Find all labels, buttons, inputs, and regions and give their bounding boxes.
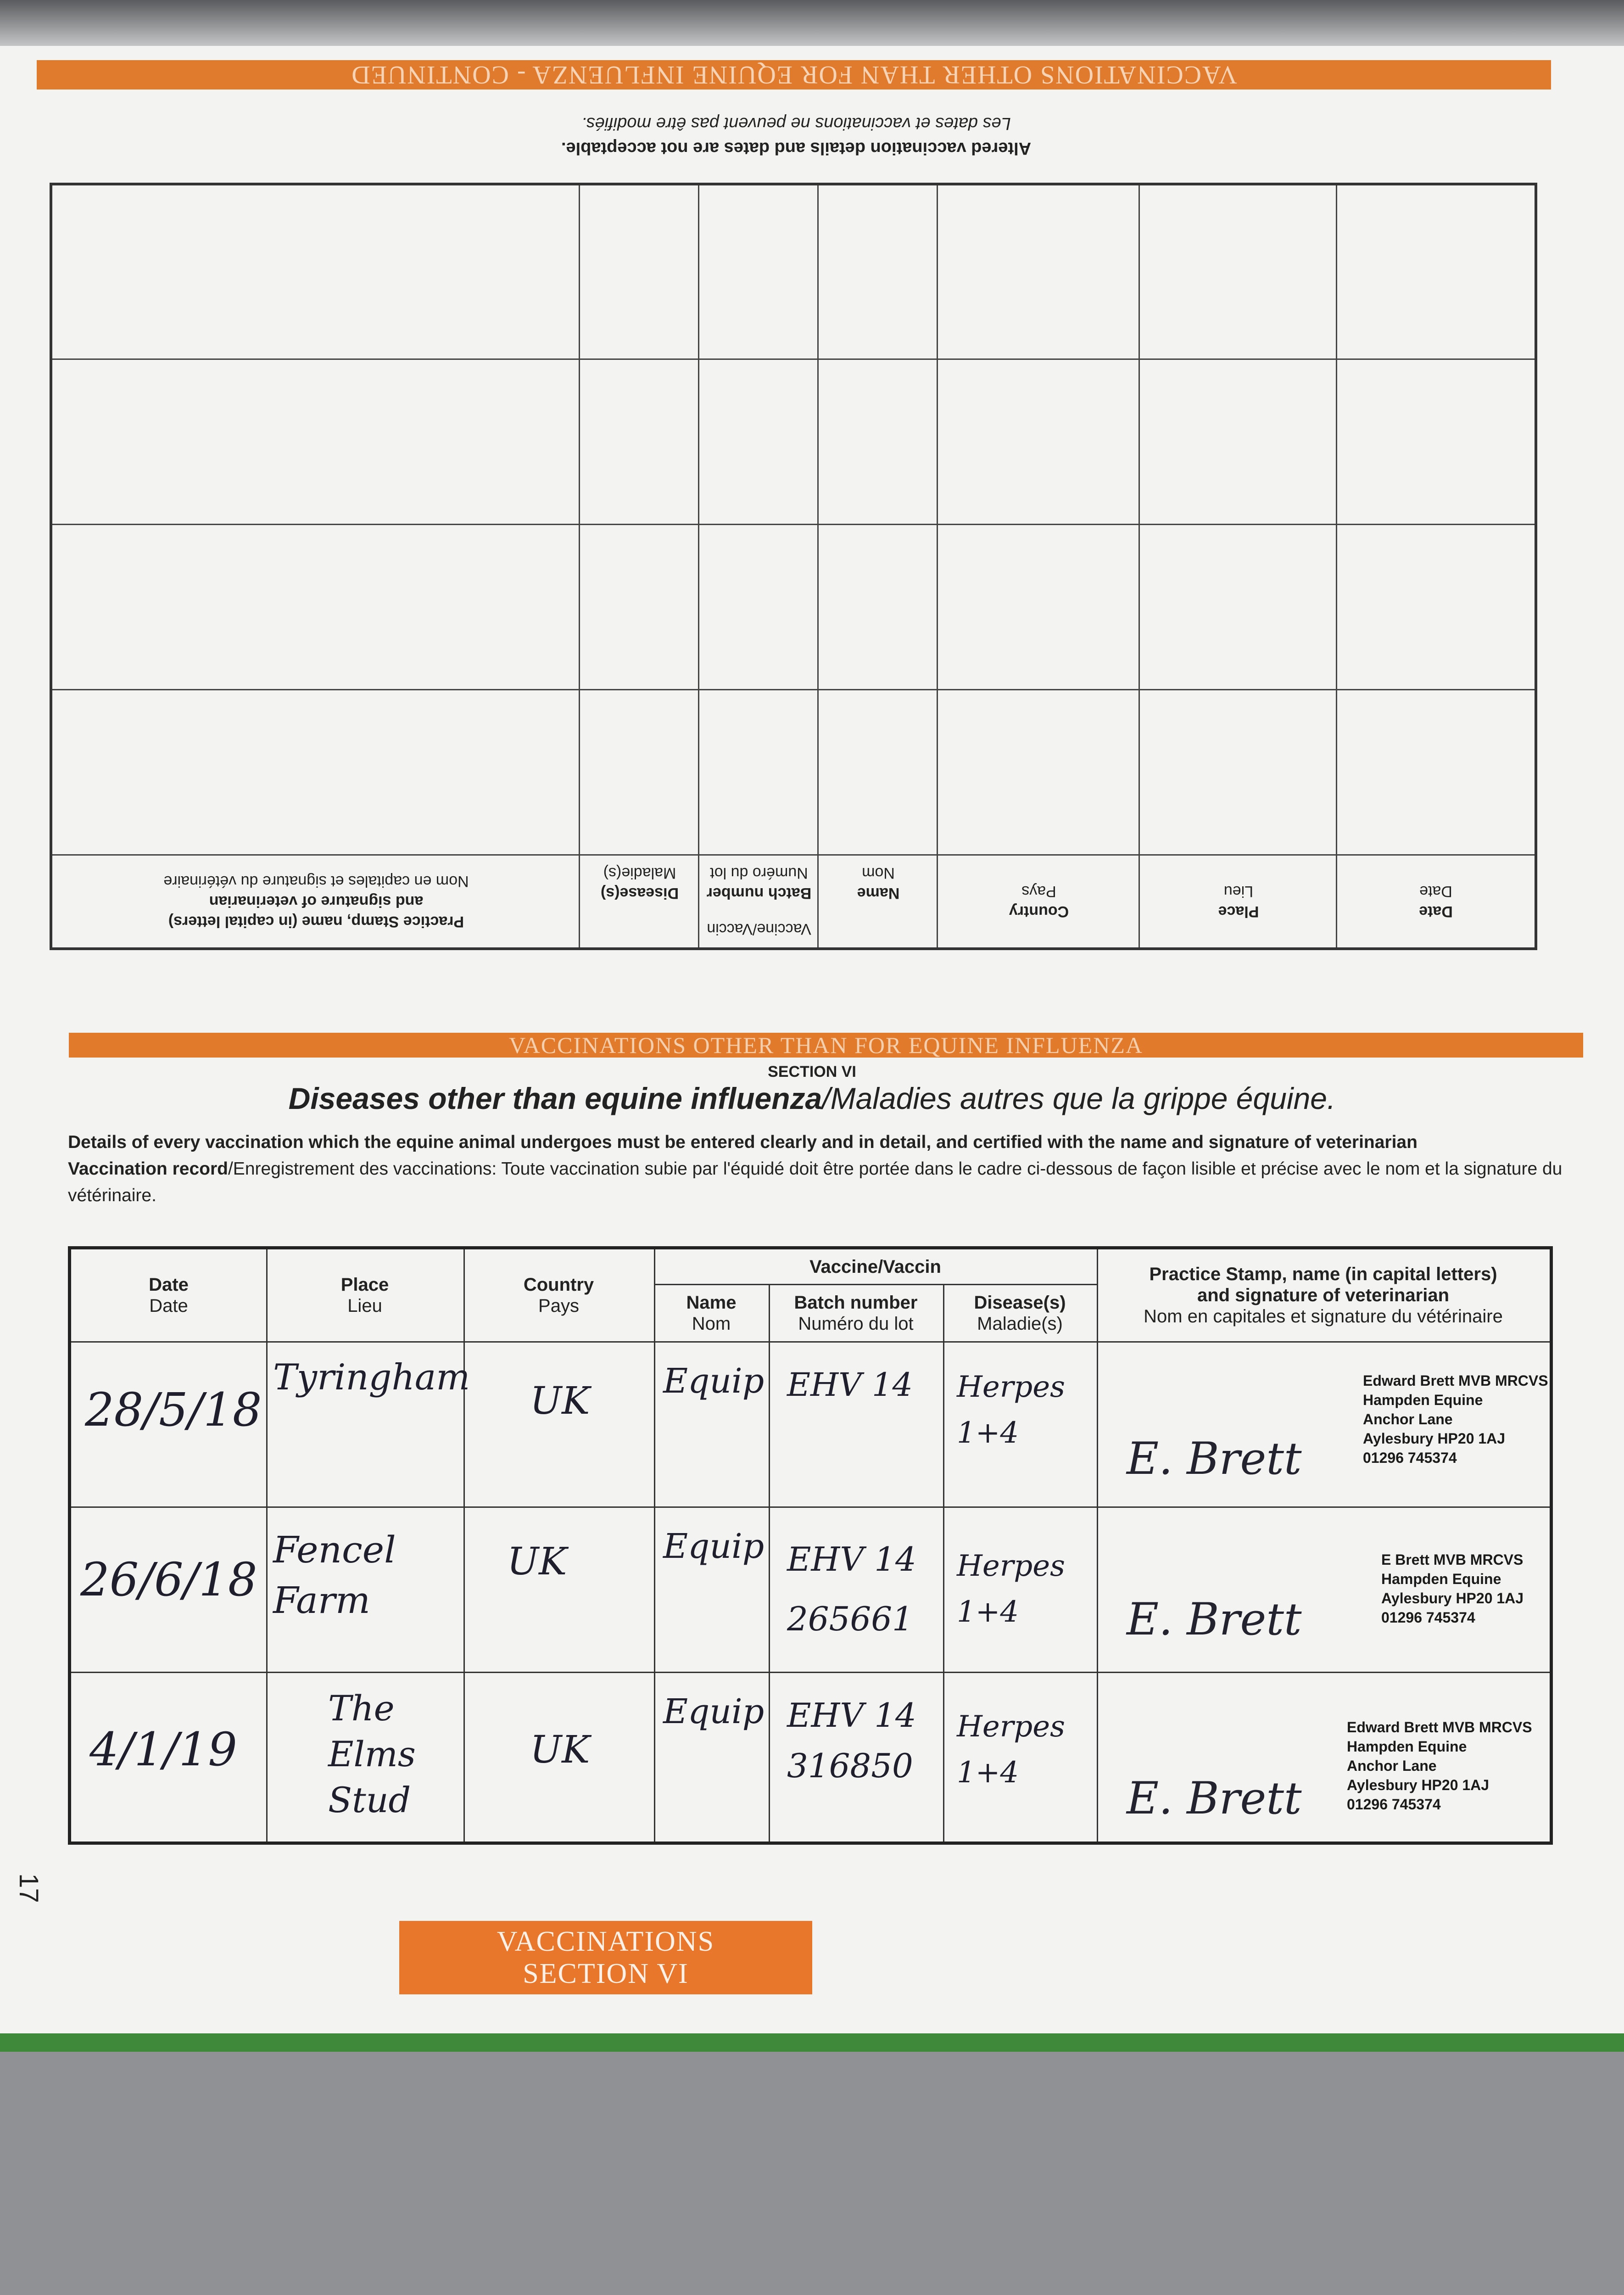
row1-date: 28/5/18 [85,1383,262,1437]
row2-batch: EHV 14 265661 [787,1540,916,1638]
header-stamp: Practice Stamp, name (in capital letters) and signature of veterinarian Nom en capitales et signature du vétérinaire [1144,1264,1503,1327]
section-band: VACCINATIONS OTHER THAN FOR EQUINE INFLUENZA [69,1033,1583,1058]
col-divider [579,185,580,947]
row3-signature: E. Brett [1127,1773,1302,1824]
upper-header-diseases: Disease(s) Maladie(s) [600,864,679,902]
row3-date: 4/1/19 [89,1723,237,1776]
col-divider [698,185,699,947]
header-country: Country Pays [523,1275,594,1316]
row-divider [71,1341,1550,1343]
header-batch: Batch number Numéro du lot [794,1293,918,1334]
instructions-text: Details of every vaccination which the equine animal undergoes must be entered clearly and in detail, and certified with the name and signature of veterinarian Vaccination record/Enregistrement des vaccinations: Toute vaccination subie par l'équidé doit être portée dans le cadre ci-dessous de façon lisible et précise avec le nom et la signature du vétérinaire. [68,1132,1563,1205]
upper-header-country: Country Pays [1009,883,1069,920]
upper-header-date: Date Date [1419,883,1453,920]
row2-country: UK [507,1540,567,1584]
row1-signature: E. Brett [1127,1433,1302,1484]
row1-batch: EHV 14 [787,1366,913,1404]
row3-stamp: Edward Brett MVB MRCVS Hampden Equine Anchor Lane Aylesbury HP20 1AJ 01296 745374 [1347,1719,1532,1813]
row1-vaccine-name: Equip [663,1361,765,1401]
row2-date: 26/6/18 [80,1553,257,1606]
row2-signature: E. Brett [1127,1594,1302,1645]
passport-cover-edge [0,2033,1624,2052]
upper-header-stamp: Practice Stamp, name (in capital letters) and signature of veterinarian Nom en capitales et signature du vétérinaire [163,873,469,930]
row3-place: The Elms Stud [328,1688,416,1820]
col-divider [817,185,819,947]
upper-header-vaccine: Vaccine/Vaccin [707,920,811,938]
row2-disease: Herpes 1+4 [957,1549,1065,1629]
upper-vaccination-table [50,183,1537,950]
upper-flipped-page [18,46,1606,1001]
header-place: Place Lieu [340,1275,389,1316]
vaccination-table [68,1246,1553,1845]
upper-header-name: Name Nom [857,864,900,902]
col-divider [769,1284,770,1842]
upper-alteration-note: Altered vaccination details and dates are not acceptable. Les dates et vaccinations ne peuvent pas être modifiés. [561,114,1032,158]
row-divider [52,524,1535,525]
section-tab: VACCINATIONS SECTION VI [399,1921,812,1994]
header-vaccine: Vaccine/Vaccin [809,1256,941,1277]
col-divider [1336,185,1337,947]
row3-country: UK [530,1728,590,1772]
col-divider [943,1284,944,1842]
row1-disease: Herpes 1+4 [957,1370,1065,1450]
upper-header-batch: Batch number Numéro du lot [706,864,812,902]
col-divider [937,185,938,947]
page-title: Diseases other than equine influenza/Maladies autres que la grippe équine. [288,1081,1336,1115]
scan-bottom-area [0,2052,1624,2295]
continued-band: VACCINATIONS OTHER THAN FOR EQUINE INFLUENZA - CONTINUED [37,60,1551,90]
upper-header-place: Place Lieu [1218,883,1259,920]
row-divider [71,1672,1550,1673]
row3-disease: Herpes 1+4 [957,1710,1065,1790]
col-divider [1138,185,1140,947]
row2-stamp: E Brett MVB MRCVS Hampden Equine Aylesbury HP20 1AJ 01296 745374 [1381,1551,1524,1626]
row-divider [52,358,1535,360]
row2-vaccine-name: Equip [663,1527,765,1566]
section-label: SECTION VI [768,1063,856,1080]
row3-batch: EHV 14 316850 [787,1696,916,1785]
row-divider [71,1506,1550,1508]
row1-country: UK [530,1379,590,1423]
row3-vaccine-name: Equip [663,1692,765,1731]
header-disease: Disease(s) Maladie(s) [974,1293,1066,1334]
page-number: 17 [13,1873,44,1903]
header-name: Name Nom [686,1293,737,1334]
row2-place: Fencel Farm [273,1528,396,1622]
row1-stamp: Edward Brett MVB MRCVS Hampden Equine Anchor Lane Aylesbury HP20 1AJ 01296 745374 [1363,1372,1548,1466]
header-date: Date Date [149,1275,189,1316]
row1-place: Tyringham [273,1357,470,1398]
row-divider [52,689,1535,690]
